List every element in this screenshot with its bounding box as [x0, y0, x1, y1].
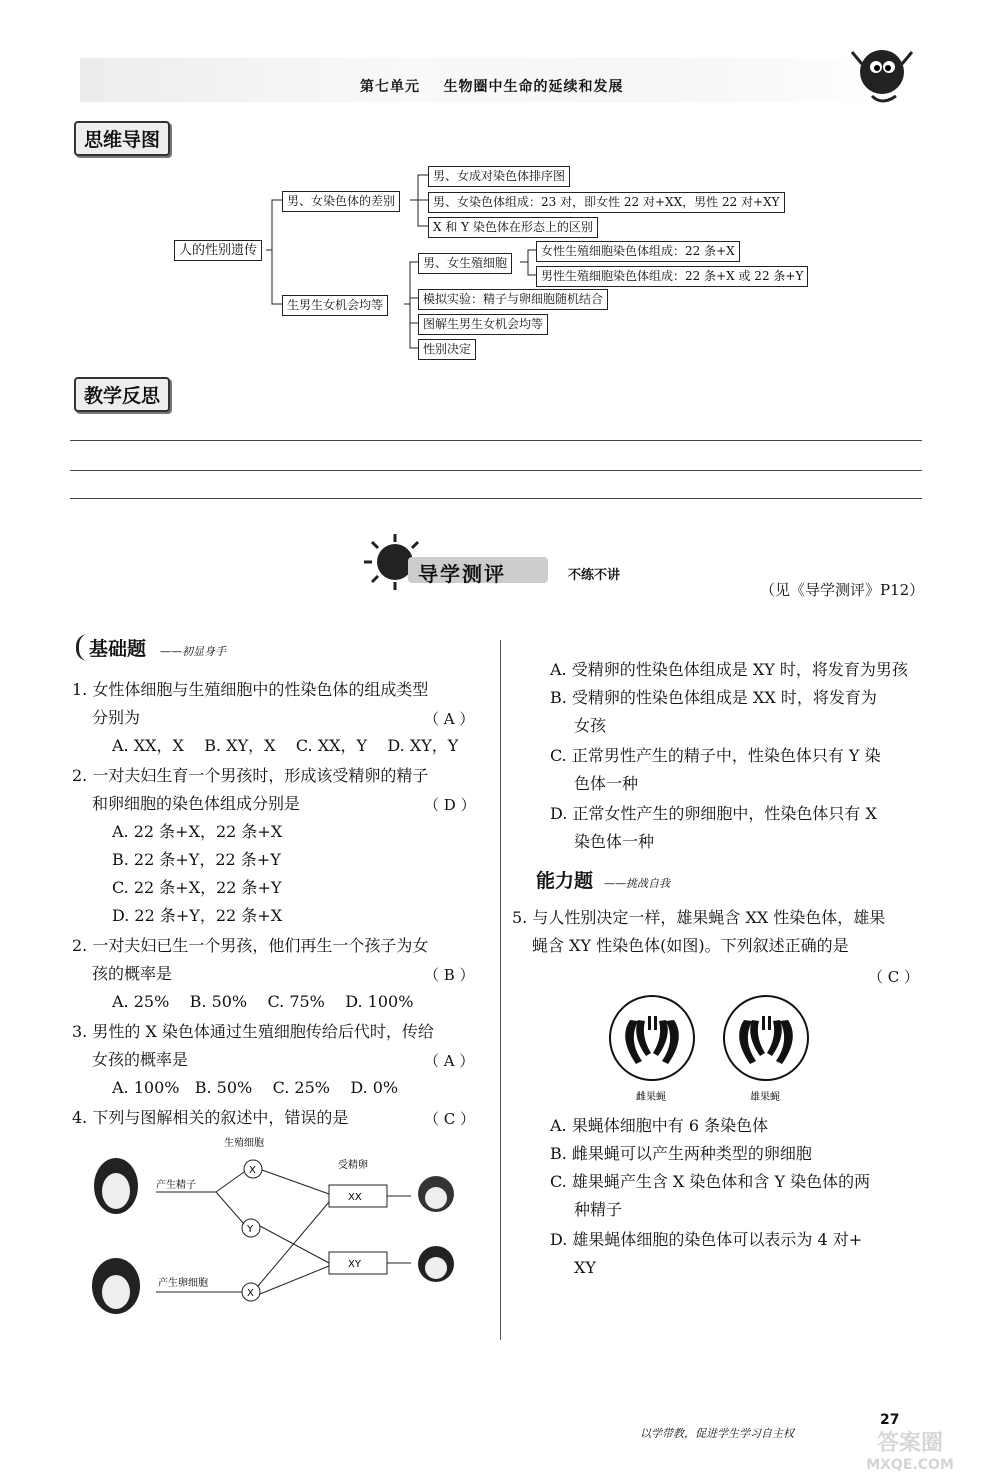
- mindmap-node: 男、女成对染色体排序图: [428, 166, 570, 187]
- question-option: 女孩: [574, 716, 607, 735]
- fruitfly-chromosome-figure: [600, 990, 840, 1108]
- figure-caption: 雌果蝇: [636, 1092, 666, 1103]
- basic-subtitle: ——初显身手: [160, 645, 226, 658]
- writing-line: [70, 440, 922, 441]
- mindmap-node: 性别决定: [418, 339, 476, 360]
- question-option: A. 受精卵的性染色体组成是 XY 时，将发育为男孩: [550, 660, 908, 679]
- unit-title: 生物圈中生命的延续和发展: [443, 79, 624, 95]
- question-text: 女孩的概率是: [92, 1050, 189, 1069]
- answer-mark: （ A ）: [424, 710, 475, 728]
- question-text: 1. 女性体细胞与生殖细胞中的性染色体的组成类型: [72, 680, 429, 699]
- question-option: 种精子: [574, 1200, 623, 1219]
- watermark-site: MXQE.COM: [866, 1457, 954, 1473]
- guide-subtitle: 不练不讲: [568, 568, 621, 583]
- question-text: 和卵细胞的染色体组成分别是: [92, 794, 301, 813]
- writing-line: [70, 470, 922, 471]
- question-text: 2. 一对夫妇生育一个男孩时，形成该受精卵的精子: [72, 766, 429, 785]
- mindmap-node: X 和 Y 染色体在形态上的区别: [428, 217, 598, 238]
- mindmap-node: 模拟实验：精子与卵细胞随机结合: [418, 289, 608, 310]
- question-text: 孩的概率是: [92, 964, 173, 983]
- question-option: B. 受精卵的性染色体组成是 XX 时，将发育为: [550, 688, 877, 707]
- diagram-label: XX: [348, 1192, 362, 1203]
- question-text: 2. 一对夫妇已生一个男孩，他们再生一个孩子为女: [72, 936, 429, 955]
- diagram-label: Y: [247, 1224, 254, 1235]
- ability-subtitle: ——挑战自我: [604, 877, 670, 890]
- mindmap-branch-equal-chance: 生男生女机会均等: [282, 295, 388, 316]
- mindmap-branch-difference: 男、女染色体的差别: [282, 191, 400, 212]
- reflection-tag: 教学反思: [74, 377, 170, 412]
- mindmap-node: 男、女染色体组成：23 对，即女性 22 对+XX，男性 22 对+XY: [428, 192, 785, 213]
- question-option: 色体一种: [574, 774, 639, 793]
- diagram-label: 生殖细胞: [224, 1138, 264, 1149]
- mindmap-node: 男、女生殖细胞: [418, 253, 512, 274]
- question-option: D. 正常女性产生的卵细胞中，性染色体只有 X: [550, 804, 877, 823]
- guide-title: 导学测评: [418, 562, 506, 586]
- diagram-label: X: [249, 1165, 256, 1176]
- ability-title: 能力题: [536, 870, 594, 892]
- mindmap-node: 男性生殖细胞染色体组成：22 条+X 或 22 条+Y: [536, 266, 808, 287]
- question-option: B. 雌果蝇可以产生两种类型的卵细胞: [550, 1144, 812, 1163]
- unit-label: 第七单元: [360, 79, 420, 95]
- guide-reference: （见《导学测评》P12）: [760, 581, 925, 599]
- diagram-label: X: [247, 1288, 254, 1299]
- question-options: A. 100% B. 50% C. 25% D. 0%: [112, 1078, 399, 1097]
- question-text: 5. 与人性别决定一样，雄果蝇含 XX 性染色体，雄果: [512, 908, 886, 927]
- question-option: XY: [574, 1258, 596, 1277]
- diagram-label: 受精卵: [338, 1160, 368, 1171]
- diagram-label: 产生卵细胞: [158, 1278, 208, 1289]
- page-number: 27: [880, 1412, 900, 1428]
- question-options: A. XX，X B. XY，X C. XX，Y D. XY，Y: [112, 736, 459, 755]
- question-option: 染色体一种: [574, 832, 655, 851]
- question-option: B. 22 条+Y，22 条+Y: [112, 850, 281, 869]
- mindmap-tag: 思维导图: [74, 121, 170, 156]
- question-option: C. 22 条+X，22 条+Y: [112, 878, 282, 897]
- question-option: C. 正常男性产生的精子中，性染色体只有 Y 染: [550, 746, 881, 765]
- writing-line: [70, 498, 922, 499]
- question-option: C. 雄果蝇产生含 X 染色体和含 Y 染色体的两: [550, 1172, 871, 1191]
- watermark: [840, 1426, 980, 1473]
- question-options: A. 25% B. 50% C. 75% D. 100%: [112, 992, 414, 1011]
- question-option: D. 雄果蝇体细胞的染色体可以表示为 4 对+: [550, 1230, 863, 1249]
- fertilization-diagram: [86, 1136, 476, 1316]
- diagram-label: XY: [348, 1259, 361, 1270]
- answer-mark: （ C ）: [424, 1110, 476, 1128]
- column-divider: [500, 640, 501, 1340]
- answer-mark: （ B ）: [424, 966, 475, 984]
- diagram-label: 产生精子: [156, 1180, 196, 1191]
- question-option: A. 22 条+X，22 条+X: [112, 822, 283, 841]
- question-text: 4. 下列与图解相关的叙述中，错误的是: [72, 1108, 349, 1127]
- answer-mark: （ A ）: [424, 1052, 475, 1070]
- mindmap-root: 人的性别遗传: [174, 240, 262, 261]
- woman-face-icon: [92, 1258, 140, 1314]
- mindmap-node: 图解生男生女机会均等: [418, 314, 548, 335]
- watermark-brand: 答案圈: [876, 1431, 943, 1456]
- question-option: D. 22 条+Y，22 条+X: [112, 906, 283, 925]
- footer-slogan: 以学带教，促进学生学习自主权: [640, 1427, 794, 1440]
- girl-face-icon: [418, 1176, 454, 1212]
- answer-mark: （ D ）: [424, 796, 476, 814]
- question-text: 3. 男性的 X 染色体通过生殖细胞传给后代时，传给: [72, 1022, 434, 1041]
- basic-title: 基础题: [76, 634, 146, 661]
- question-option: A. 果蝇体细胞中有 6 条染色体: [550, 1116, 769, 1135]
- figure-caption: 雄果蝇: [750, 1092, 780, 1103]
- mindmap-node: 女性生殖细胞染色体组成：22 条+X: [536, 241, 740, 262]
- question-text: 分别为: [92, 708, 141, 727]
- man-face-icon: [94, 1158, 138, 1214]
- boy-face-icon: [418, 1246, 454, 1282]
- question-text: 蝇含 XY 性染色体(如图)。下列叙述正确的是: [532, 936, 849, 955]
- answer-mark: （ C ）: [868, 968, 920, 986]
